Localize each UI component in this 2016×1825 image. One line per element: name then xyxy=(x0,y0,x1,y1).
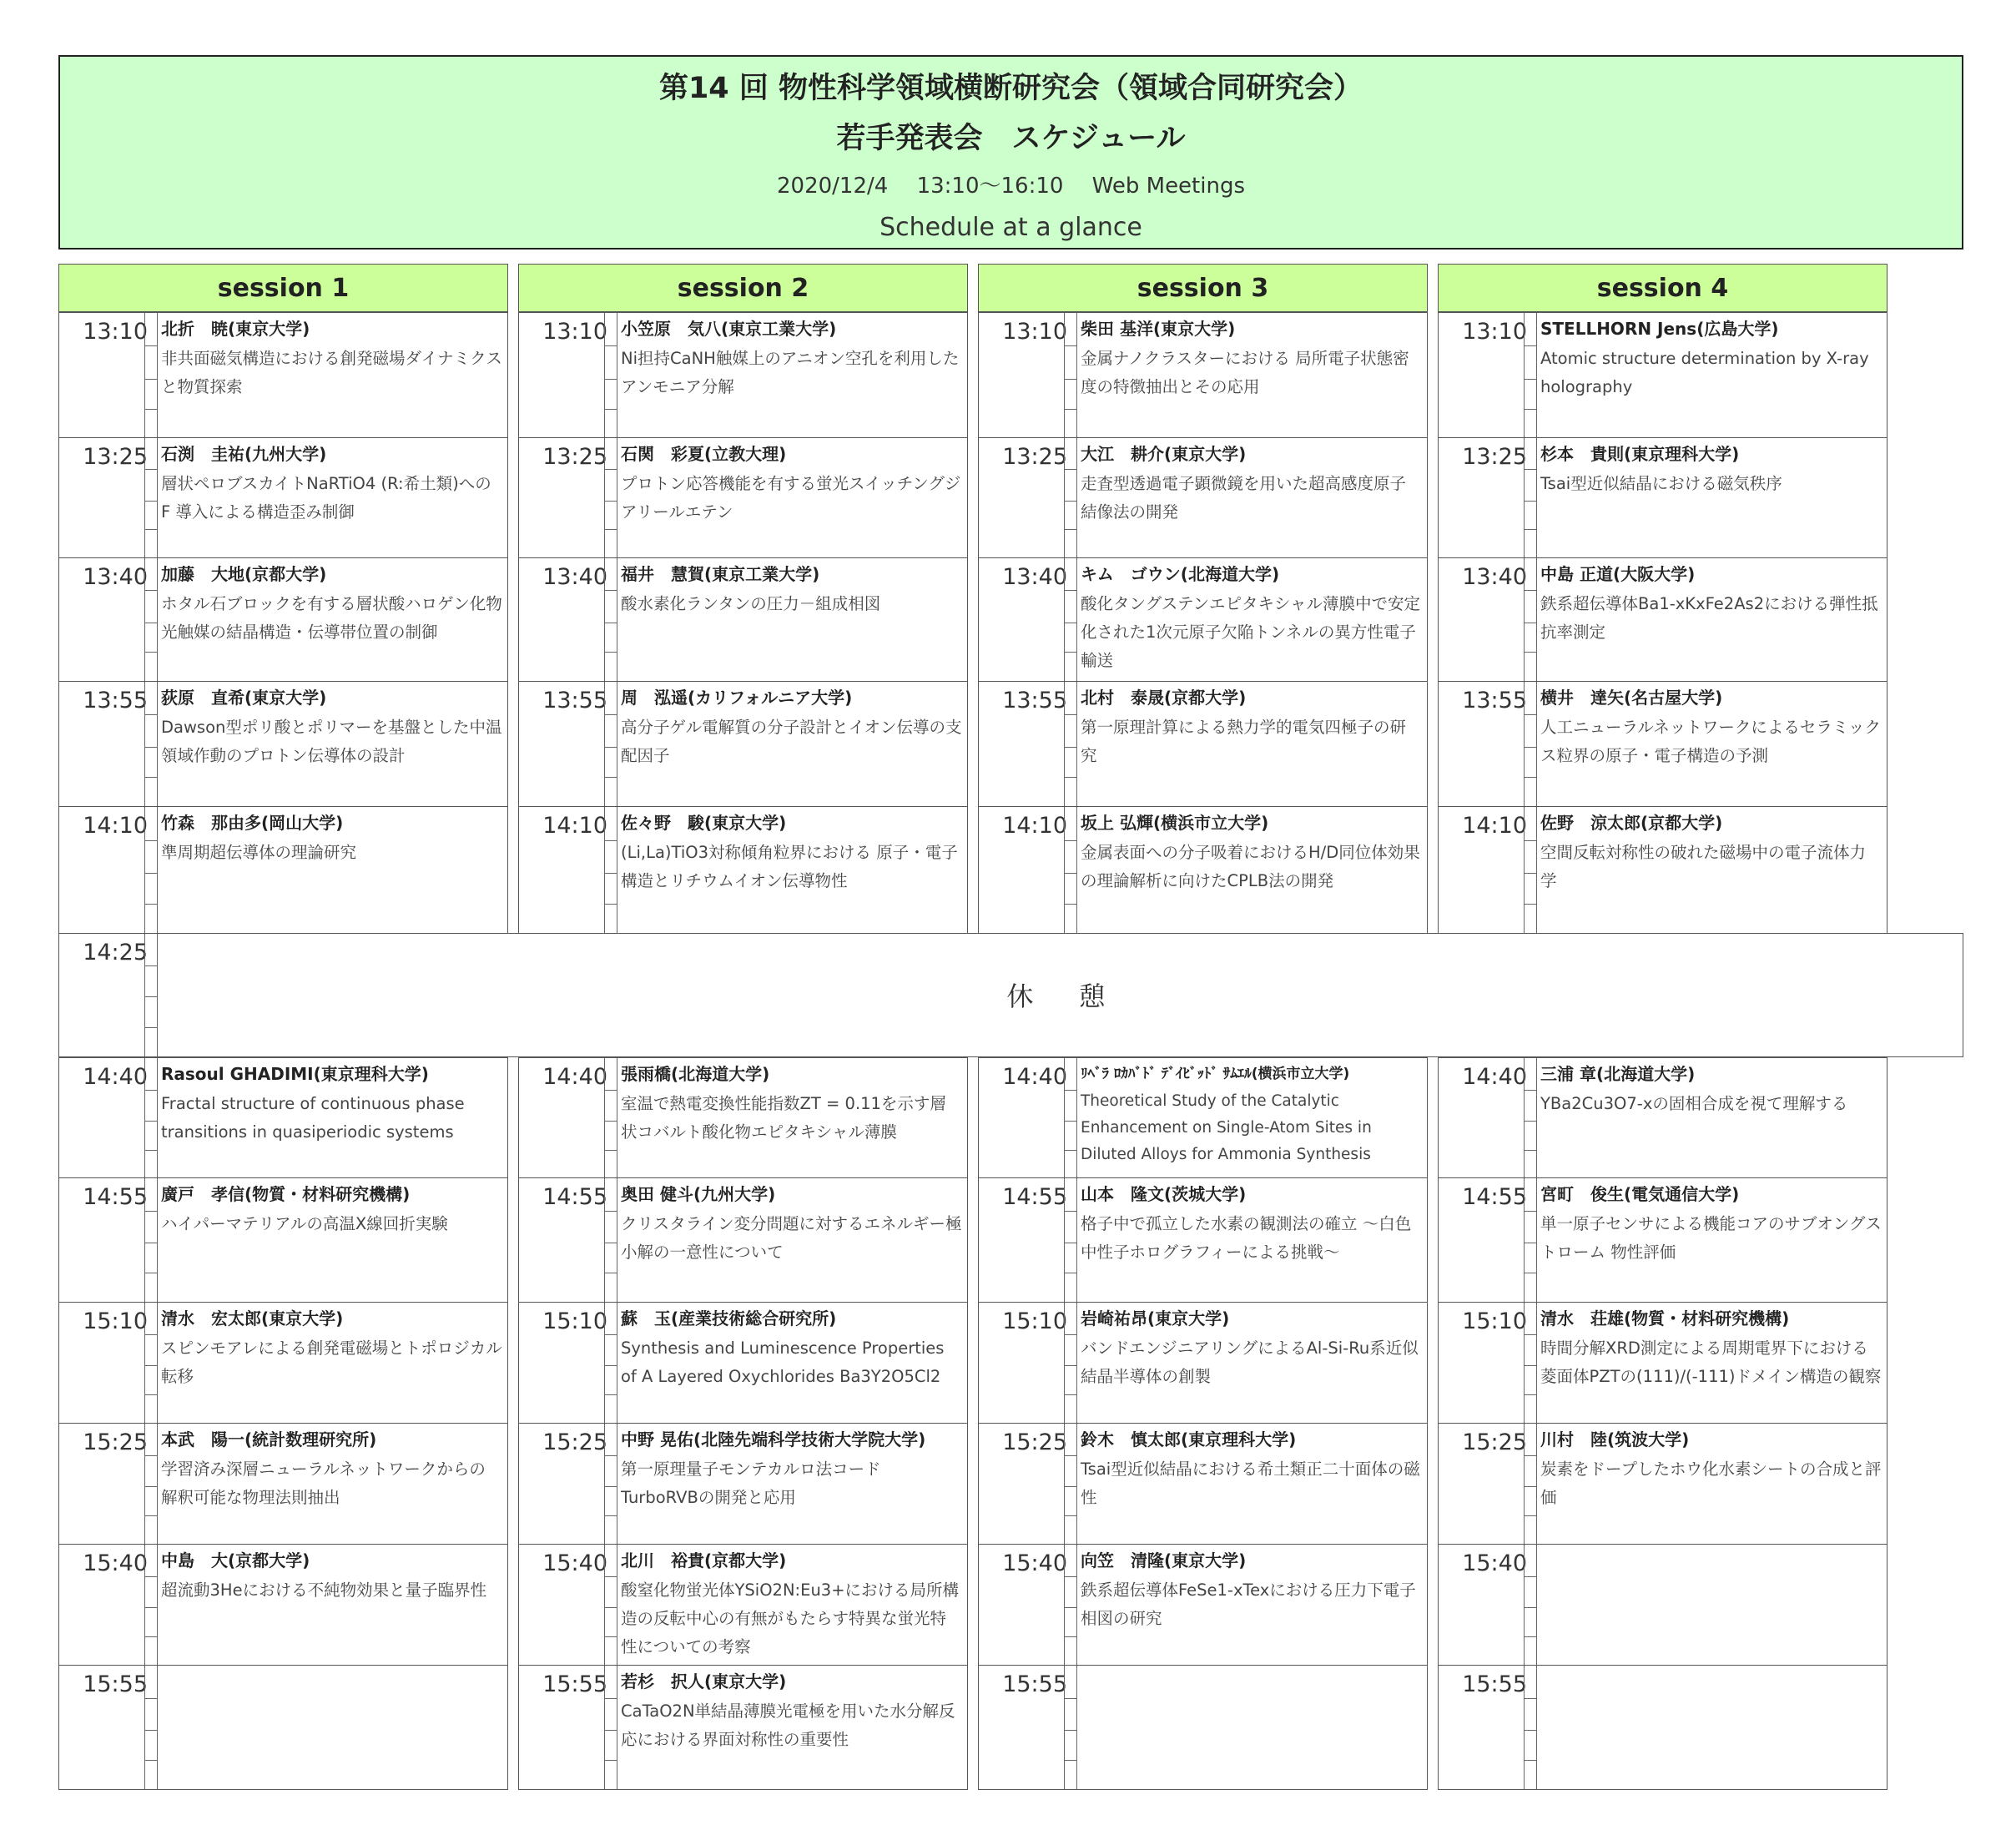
presenter-name: 小笠原 気八(東京工業大学) xyxy=(621,319,837,339)
slot-spine xyxy=(1064,1178,1077,1302)
schedule-slot xyxy=(1438,438,1887,558)
presenter-name: 清水 宏太郎(東京大学) xyxy=(161,1308,344,1328)
schedule-slot xyxy=(978,807,1428,934)
slot-time: 14:40 xyxy=(83,1064,148,1090)
slot-spine xyxy=(1524,1058,1537,1177)
session-column xyxy=(1438,264,1887,1697)
slot-spine xyxy=(1064,1058,1077,1177)
schedule-title: 若手発表会 スケジュール xyxy=(836,122,1186,155)
slot-spine xyxy=(604,1545,617,1665)
slot-time: 13:40 xyxy=(542,564,607,590)
schedule-slot xyxy=(518,1057,968,1178)
slot-time: 15:10 xyxy=(1462,1308,1527,1334)
schedule-slot xyxy=(978,438,1428,558)
slot-time: 14:55 xyxy=(83,1184,148,1210)
slot-spine xyxy=(604,438,617,557)
slot-spine xyxy=(604,1424,617,1544)
talk-title: 格子中で孤立した水素の観測法の確立 ～白色中性子ホログラフィーによる挑戦～ xyxy=(1081,1214,1412,1262)
slot-spine xyxy=(1524,313,1537,437)
presenter-name: 北折 暁(東京大学) xyxy=(161,319,310,339)
slot-spine xyxy=(1524,1178,1537,1302)
schedule-slot xyxy=(978,558,1428,682)
slot-spine xyxy=(144,807,158,933)
talk-title: 金属ナノクラスターにおける 局所電子状態密度の特徴抽出とその応用 xyxy=(1081,349,1409,396)
presenter-name: 中島 大(京都大学) xyxy=(161,1550,310,1570)
presenter-name: 山本 隆文(茨城大学) xyxy=(1081,1184,1247,1204)
slot-spine xyxy=(1064,558,1077,681)
schedule-slot xyxy=(978,1666,1428,1790)
schedule-slot xyxy=(518,1666,968,1790)
presenter-name: 奥田 健斗(九州大学) xyxy=(621,1184,776,1204)
slot-time: 13:25 xyxy=(83,444,148,470)
talk-title: CaTaO2N単結晶薄膜光電極を用いた水分解反応における界面対称性の重要性 xyxy=(621,1701,955,1749)
schedule-slot xyxy=(1438,1178,1887,1303)
schedule-slot xyxy=(978,1545,1428,1666)
schedule-slot xyxy=(1438,558,1887,682)
slot-time: 15:25 xyxy=(1462,1429,1527,1455)
schedule-slot xyxy=(1438,1057,1887,1178)
schedule-slot xyxy=(58,312,508,438)
schedule-slot xyxy=(58,1666,508,1790)
slot-time: 15:55 xyxy=(1462,1671,1527,1697)
schedule-slot xyxy=(978,1424,1428,1545)
slot-time: 14:40 xyxy=(1002,1064,1067,1090)
slot-spine xyxy=(1064,1666,1077,1789)
schedule-slot xyxy=(978,1303,1428,1424)
presenter-name: Rasoul GHADIMI(東京理科大学) xyxy=(161,1064,429,1084)
presenter-name: 北村 泰晟(京都大学) xyxy=(1081,688,1247,708)
presenter-name: 宮町 俊生(電気通信大学) xyxy=(1540,1184,1740,1204)
talk-title: 酸窒化物蛍光体YSiO2N:Eu3+における局所構造の反転中心の有無がもたらす特異な蛍光特性についての考察 xyxy=(621,1580,960,1656)
slot-time: 15:55 xyxy=(83,1671,148,1697)
schedule-slot xyxy=(518,682,968,807)
slot-spine xyxy=(604,1303,617,1423)
talk-title: クリスタライン変分問題に対するエネルギー極小解の一意性について xyxy=(621,1214,962,1262)
slot-spine xyxy=(1064,1424,1077,1544)
slot-spine xyxy=(604,807,617,933)
slot-time: 13:40 xyxy=(1462,564,1527,590)
slot-time: 13:55 xyxy=(1462,688,1527,713)
slot-time: 13:10 xyxy=(542,319,607,345)
slot-time: 13:55 xyxy=(83,688,148,713)
presenter-name: ﾘﾍﾞﾗ ﾛｶﾊﾞﾄﾞ ﾃﾞｲﾋﾞｯﾄﾞ ｻﾑｴﾙ(横浜市立大学) xyxy=(1081,1066,1350,1082)
schedule-slot xyxy=(978,1178,1428,1303)
slot-time: 15:25 xyxy=(83,1429,148,1455)
presenter-name: 石関 彩夏(立教大理) xyxy=(621,444,787,464)
slot-time: 15:40 xyxy=(542,1550,607,1576)
talk-title: Ni担持CaNH触媒上のアニオン空孔を利用したアンモニア分解 xyxy=(621,349,960,396)
session-column xyxy=(518,264,968,1749)
schedule-slot xyxy=(1438,807,1887,934)
talk-title: 室温で熱電変換性能指数ZT = 0.11を示す層状コバルト酸化物エピタキシャル薄膜 xyxy=(621,1094,946,1142)
schedule-slot xyxy=(978,312,1428,438)
slot-time: 14:10 xyxy=(542,813,607,839)
break-label: 休 憩 xyxy=(1006,981,1124,1012)
slot-spine xyxy=(1524,1545,1537,1665)
talk-title: ホタル石ブロックを有する層状酸ハロゲン化物光触媒の結晶構造・伝導帯位置の制御 xyxy=(161,594,502,642)
talk-title: 高分子ゲル電解質の分子設計とイオン伝導の支配因子 xyxy=(621,718,962,765)
talk-title: 走査型透過電子顕微鏡を用いた超高感度原子結像法の開発 xyxy=(1081,474,1407,522)
slot-spine xyxy=(604,682,617,806)
schedule-slot xyxy=(58,1178,508,1303)
schedule-slot xyxy=(518,1424,968,1545)
slot-spine xyxy=(604,1666,617,1789)
presenter-name: 坂上 弘輝(横浜市立大学) xyxy=(1081,813,1269,833)
talk-title: 第一原理計算による熱力学的電気四極子の研究 xyxy=(1081,718,1407,765)
presenter-name: 鈴木 慎太郎(東京理科大学) xyxy=(1081,1429,1297,1449)
talk-title: Theoretical Study of the Catalytic Enhancement on Single-Atom Sites in Diluted Alloys for Ammonia Synthesis xyxy=(1081,1092,1372,1163)
schedule-subtitle: Schedule at a glance xyxy=(879,213,1142,242)
schedule-slot xyxy=(1438,312,1887,438)
talk-title: 金属表面への分子吸着におけるH/D同位体効果の理論解析に向けたCPLB法の開発 xyxy=(1081,843,1420,890)
presenter-name: 佐々野 駿(東京大学) xyxy=(621,813,787,833)
talk-title: Tsai型近似結晶における磁気秩序 xyxy=(1540,474,1782,493)
talk-title: Fractal structure of continuous phase transitions in quasiperiodic systems xyxy=(161,1094,465,1142)
slot-spine xyxy=(144,1424,158,1544)
slot-spine xyxy=(144,1303,158,1423)
schedule-slot xyxy=(518,1545,968,1666)
slot-time: 15:55 xyxy=(542,1671,607,1697)
slot-time: 13:55 xyxy=(542,688,607,713)
schedule-slot xyxy=(1438,1666,1887,1790)
slot-spine xyxy=(1064,313,1077,437)
schedule-slot xyxy=(58,1057,508,1178)
presenter-name: 蘇 玉(産業技術総合研究所) xyxy=(621,1308,837,1328)
slot-time: 15:40 xyxy=(1002,1550,1067,1576)
schedule-slot xyxy=(1438,682,1887,807)
slot-time: 13:10 xyxy=(1002,319,1067,345)
talk-title: (Li,La)TiO3対称傾角粒界における 原子・電子構造とリチウムイオン伝導物性 xyxy=(621,843,958,890)
slot-spine xyxy=(1064,1303,1077,1423)
slot-spine xyxy=(1064,807,1077,933)
presenter-name: 横井 達矢(名古屋大学) xyxy=(1540,688,1723,708)
slot-spine xyxy=(1524,1424,1537,1544)
presenter-name: 杉本 貴則(東京理科大学) xyxy=(1540,444,1740,464)
slot-spine xyxy=(604,1058,617,1177)
slot-time: 15:10 xyxy=(1002,1308,1067,1334)
slot-spine xyxy=(144,438,158,557)
talk-title: YBa2Cu3O7-xの固相合成を視て理解する xyxy=(1540,1094,1848,1113)
slot-spine xyxy=(1064,682,1077,806)
slot-time: 14:40 xyxy=(1462,1064,1527,1090)
slot-time: 15:10 xyxy=(542,1308,607,1334)
slot-spine xyxy=(144,1058,158,1177)
presenter-name: 福井 慧賀(東京工業大学) xyxy=(621,564,820,584)
schedule-slot xyxy=(518,807,968,934)
presenter-name: 竹森 那由多(岡山大学) xyxy=(161,813,344,833)
slot-time: 14:55 xyxy=(1462,1184,1527,1210)
talk-title: 非共面磁気構造における創発磁場ダイナミクスと物質探索 xyxy=(161,349,502,396)
slot-spine xyxy=(1524,438,1537,557)
session-header: session 2 xyxy=(518,264,968,312)
presenter-name: 北川 裕貴(京都大学) xyxy=(621,1550,787,1570)
slot-time: 13:25 xyxy=(1462,444,1527,470)
schedule-slot xyxy=(58,1545,508,1666)
talk-title: Synthesis and Luminescence Properties of A Layered Oxychlorides Ba3Y2O5Cl2 xyxy=(621,1339,945,1386)
presenter-name: 清水 荘雄(物質・材料研究機構) xyxy=(1540,1308,1790,1328)
slot-time: 13:25 xyxy=(1002,444,1067,470)
presenter-name: 加藤 大地(京都大学) xyxy=(161,564,327,584)
presenter-name: 三浦 章(北海道大学) xyxy=(1540,1064,1696,1084)
slot-time: 15:25 xyxy=(542,1429,607,1455)
presenter-name: キム ゴウン(北海道大学) xyxy=(1081,564,1280,584)
schedule-slot xyxy=(1438,1303,1887,1424)
slot-spine xyxy=(144,1178,158,1302)
talk-title: スピンモアレによる創発電磁場とトポロジカル転移 xyxy=(161,1339,502,1386)
slot-spine xyxy=(144,313,158,437)
date-line: 2020/12/4 13:10～16:10 Web Meetings xyxy=(776,174,1246,199)
slot-time: 13:10 xyxy=(1462,319,1527,345)
schedule-slot xyxy=(58,438,508,558)
presenter-name: 向笠 清隆(東京大学) xyxy=(1081,1550,1247,1570)
slot-spine xyxy=(1064,1545,1077,1665)
talk-title: 準周期超伝導体の理論研究 xyxy=(161,843,357,862)
slot-time: 13:25 xyxy=(542,444,607,470)
schedule-slot xyxy=(518,312,968,438)
slot-time: 15:40 xyxy=(83,1550,148,1576)
slot-time: 13:40 xyxy=(1002,564,1067,590)
slot-spine xyxy=(144,558,158,681)
presenter-name: 張雨橋(北海道大学) xyxy=(621,1064,770,1084)
talk-title: Atomic structure determination by X-ray holography xyxy=(1540,349,1869,396)
presenter-name: 中島 正道(大阪大学) xyxy=(1540,564,1696,584)
talk-title: 超流動3Heにおける不純物効果と量子臨界性 xyxy=(161,1580,487,1600)
talk-title: 酸化タングステンエピタキシャル薄膜中で安定化された1次元原子欠陥トンネルの異方性電子輸送 xyxy=(1081,594,1420,670)
session-header: session 3 xyxy=(978,264,1428,312)
schedule-header xyxy=(58,55,1963,250)
break-time: 14:25 xyxy=(83,940,148,965)
talk-title: ハイパーマテリアルの高温X線回折実験 xyxy=(161,1214,448,1233)
talk-title: 鉄系超伝導体Ba1-xKxFe2As2における弾性抵抗率測定 xyxy=(1540,594,1878,642)
slot-spine xyxy=(604,313,617,437)
session-header: session 1 xyxy=(58,264,508,312)
slot-spine xyxy=(144,1666,158,1789)
event-title: 第14 回 物性科学領域横断研究会（領域合同研究会） xyxy=(658,72,1363,105)
talk-title: 第一原理量子モンテカルロ法コード TurboRVBの開発と応用 xyxy=(621,1459,881,1507)
slot-time: 15:25 xyxy=(1002,1429,1067,1455)
slot-time: 13:10 xyxy=(83,319,148,345)
slot-spine xyxy=(1524,682,1537,806)
presenter-name: 本武 陽一(統計数理研究所) xyxy=(161,1429,377,1449)
slot-time: 13:55 xyxy=(1002,688,1067,713)
slot-spine xyxy=(144,682,158,806)
slot-spine xyxy=(1524,807,1537,933)
schedule-slot xyxy=(1438,1545,1887,1666)
talk-title: 時間分解XRD測定による周期電界下における 菱面体PZTの(111)/(-111)ドメイン構造の観察 xyxy=(1540,1339,1882,1386)
talk-title: Dawson型ポリ酸とポリマーを基盤とした中温領域作動のプロトン伝導体の設計 xyxy=(161,718,502,765)
presenter-name: 柴田 基洋(東京大学) xyxy=(1081,319,1236,339)
schedule-slot xyxy=(58,1303,508,1424)
break-row xyxy=(58,933,1963,1057)
talk-title: 炭素をドープしたホウ化水素シートの合成と評価 xyxy=(1540,1459,1882,1507)
talk-title: 酸水素化ランタンの圧力－組成相図 xyxy=(621,594,881,613)
schedule-slot xyxy=(518,1303,968,1424)
talk-title: 学習済み深層ニューラルネットワークからの 解釈可能な物理法則抽出 xyxy=(161,1459,486,1507)
schedule-slot xyxy=(518,438,968,558)
schedule-slot xyxy=(978,682,1428,807)
slot-spine xyxy=(144,1545,158,1665)
talk-title: 空間反転対称性の破れた磁場中の電子流体力学 xyxy=(1540,843,1867,890)
schedule-slot xyxy=(58,558,508,682)
slot-time: 15:40 xyxy=(1462,1550,1527,1576)
schedule-slot xyxy=(518,1178,968,1303)
talk-title: Tsai型近似結晶における希土類正二十面体の磁性 xyxy=(1081,1459,1420,1507)
session-header: session 4 xyxy=(1438,264,1887,312)
presenter-name: 周 泓遥(カリフォルニア大学) xyxy=(621,688,853,708)
slot-spine xyxy=(604,1178,617,1302)
presenter-name: 中野 晃佑(北陸先端科学技術大学院大学) xyxy=(621,1429,926,1449)
talk-title: 鉄系超伝導体FeSe1-xTexにおける圧力下電子相図の研究 xyxy=(1081,1580,1416,1628)
slot-time: 14:10 xyxy=(1462,813,1527,839)
slot-time: 14:10 xyxy=(1002,813,1067,839)
slot-time: 14:10 xyxy=(83,813,148,839)
schedule-slot xyxy=(58,1424,508,1545)
talk-title: バンドエンジニアリングによるAl-Si-Ru系近似結晶半導体の創製 xyxy=(1081,1339,1419,1386)
presenter-name: 川村 陸(筑波大学) xyxy=(1540,1429,1690,1449)
slot-spine xyxy=(1524,1666,1537,1789)
slot-time: 14:55 xyxy=(1002,1184,1067,1210)
talk-title: 人工ニューラルネットワークによるセラミックス粒界の原子・電子構造の予測 xyxy=(1540,718,1881,765)
presenter-name: 岩崎祐昂(東京大学) xyxy=(1081,1308,1230,1328)
schedule-slot xyxy=(58,682,508,807)
talk-title: プロトン応答機能を有する蛍光スイッチングジアリールエテン xyxy=(621,474,961,522)
presenter-name: 廣戸 孝信(物質・材料研究機構) xyxy=(161,1184,411,1204)
slot-time: 14:40 xyxy=(542,1064,607,1090)
presenter-name: 佐野 涼太郎(京都大学) xyxy=(1540,813,1723,833)
presenter-name: STELLHORN Jens(広島大学) xyxy=(1540,319,1779,339)
talk-title: 単一原子センサによる機能コアのサブオングストローム 物性評価 xyxy=(1540,1214,1882,1262)
slot-time: 15:55 xyxy=(1002,1671,1067,1697)
schedule-slot xyxy=(978,1057,1428,1178)
slot-time: 15:10 xyxy=(83,1308,148,1334)
slot-time: 13:40 xyxy=(83,564,148,590)
slot-spine xyxy=(604,558,617,681)
slot-spine xyxy=(1524,1303,1537,1423)
talk-title: 層状ペロブスカイトNaRTiO4 (R:希土類)への F 導入による構造歪み制御 xyxy=(161,474,491,522)
slot-spine xyxy=(1064,438,1077,557)
presenter-name: 大江 耕介(東京大学) xyxy=(1081,444,1247,464)
slot-spine xyxy=(1524,558,1537,681)
slot-time: 14:55 xyxy=(542,1184,607,1210)
schedule-slot xyxy=(518,558,968,682)
schedule-slot xyxy=(1438,1424,1887,1545)
presenter-name: 石渕 圭祐(九州大学) xyxy=(161,444,327,464)
presenter-name: 若杉 択人(東京大学) xyxy=(621,1671,787,1691)
presenter-name: 荻原 直希(東京大学) xyxy=(161,688,327,708)
schedule-slot xyxy=(58,807,508,934)
